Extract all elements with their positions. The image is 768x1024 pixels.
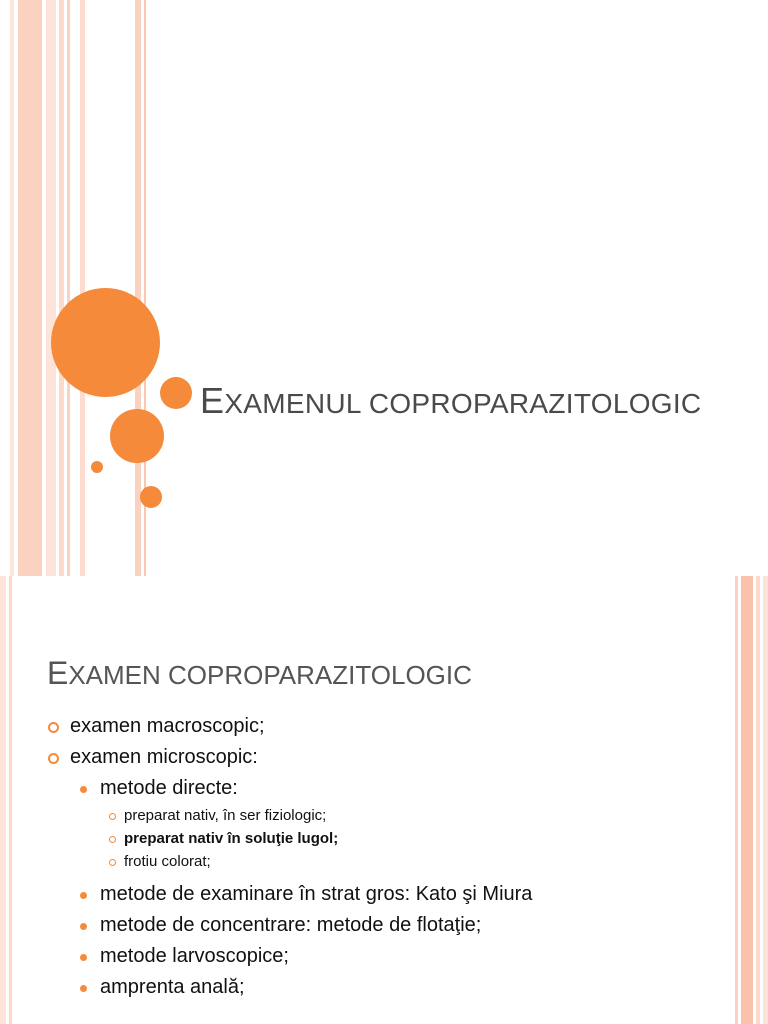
- decorative-stripe: [10, 0, 14, 576]
- bullet-ring-icon: [109, 836, 116, 843]
- bullet-list: [48, 711, 728, 1003]
- list-item: metode directe:: [48, 773, 728, 804]
- bullet-ring-icon: [109, 859, 116, 866]
- decorative-stripe: [735, 576, 738, 1024]
- decorative-circle-tiny: [140, 486, 162, 508]
- title-initial: E: [200, 380, 225, 421]
- decorative-stripe: [0, 576, 6, 1024]
- decorative-circle-large: [51, 288, 160, 397]
- bullet-dot-icon: [80, 923, 87, 930]
- list-item: metode de examinare în strat gros: Kato şi Miura: [48, 879, 728, 910]
- content-slide: [0, 576, 768, 1024]
- title-rest: XAMEN COPROPARAZITOLOGIC: [68, 660, 472, 690]
- decorative-stripe: [46, 0, 56, 576]
- bullet-ring-icon: [48, 722, 59, 733]
- slide-title: [47, 655, 472, 692]
- list-item: frotiu colorat;: [48, 850, 728, 873]
- decorative-stripe: [80, 0, 85, 576]
- slide-title: [200, 380, 701, 422]
- list-item: examen microscopic:: [48, 742, 728, 773]
- list-item: preparat nativ în soluţie lugol;: [48, 827, 728, 850]
- decorative-dot: [91, 461, 103, 473]
- list-item: amprenta anală;: [48, 972, 728, 1003]
- bullet-dot-icon: [80, 985, 87, 992]
- decorative-stripe: [18, 0, 42, 576]
- bullet-dot-icon: [80, 892, 87, 899]
- list-item: metode larvoscopice;: [48, 941, 728, 972]
- title-initial: E: [47, 655, 69, 691]
- decorative-stripe: [741, 576, 753, 1024]
- decorative-stripe: [135, 0, 141, 576]
- decorative-circle-small: [160, 377, 192, 409]
- bullet-ring-icon: [109, 813, 116, 820]
- title-rest: XAMENUL COPROPARAZITOLOGIC: [224, 388, 702, 419]
- decorative-stripe: [763, 576, 768, 1024]
- list-item: preparat nativ, în ser fiziologic;: [48, 804, 728, 827]
- list-item: metode de concentrare: metode de flotaţie;: [48, 910, 728, 941]
- decorative-stripe: [9, 576, 12, 1024]
- decorative-stripe: [67, 0, 70, 576]
- list-item: examen macroscopic;: [48, 711, 728, 742]
- decorative-stripe: [756, 576, 760, 1024]
- bullet-dot-icon: [80, 954, 87, 961]
- bullet-dot-icon: [80, 786, 87, 793]
- decorative-stripe: [59, 0, 64, 576]
- bullet-ring-icon: [48, 753, 59, 764]
- decorative-circle-medium: [110, 409, 164, 463]
